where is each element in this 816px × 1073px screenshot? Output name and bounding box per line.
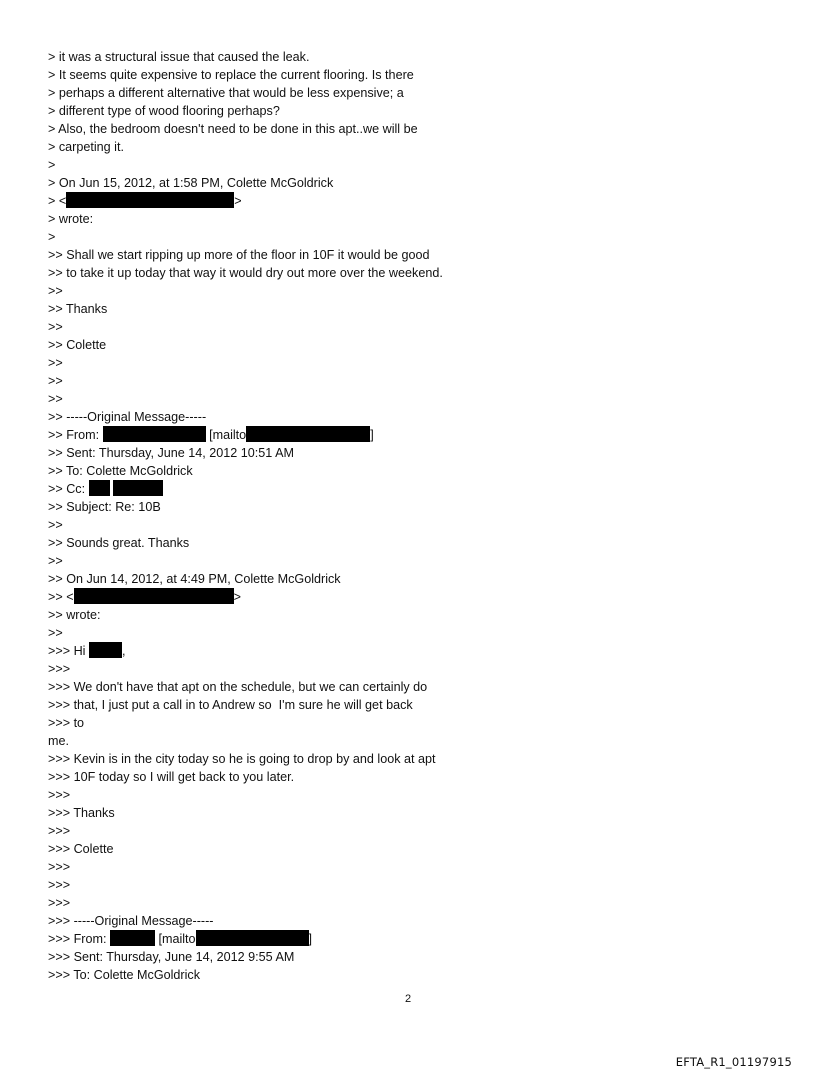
line-text: >>> From: <box>48 932 110 946</box>
email-line <box>48 750 768 768</box>
line-text: >>> <box>48 860 71 874</box>
email-line <box>48 84 768 102</box>
email-line <box>48 912 768 930</box>
email-line <box>48 210 768 228</box>
line-text: >>> Kevin is in the city today so he is going to drop by and look at apt <box>48 752 436 766</box>
line-text: >> -----Original Message----- <box>48 410 207 424</box>
line-text: >>> to <box>48 716 85 730</box>
line-text: >> To: Colette McGoldrick <box>48 464 193 478</box>
line-text: > Also, the bedroom doesn't need to be done in this apt..we will be <box>48 122 418 136</box>
line-text: >> <box>48 518 63 532</box>
line-text: >> Shall we start ripping up more of the floor in 10F it would be good <box>48 248 430 262</box>
email-line <box>48 786 768 804</box>
line-text: > <box>48 230 56 244</box>
email-line <box>48 354 768 372</box>
redaction-block <box>110 930 155 946</box>
line-text: >>> <box>48 662 71 676</box>
line-text: >>> To: Colette McGoldrick <box>48 968 201 982</box>
email-line <box>48 390 768 408</box>
email-line <box>48 804 768 822</box>
line-text: > wrote: <box>48 212 94 226</box>
line-text: >> Sent: Thursday, June 14, 2012 10:51 AM <box>48 446 294 460</box>
line-text: > < <box>48 194 67 208</box>
line-text: >>> Hi <box>48 644 89 658</box>
line-text: >> <box>48 320 63 334</box>
line-text-after-redaction: ] <box>370 428 374 442</box>
email-line <box>48 480 768 498</box>
email-line <box>48 930 768 948</box>
line-text: >> Colette <box>48 338 107 352</box>
line-text: >> <box>48 374 63 388</box>
line-text: >>> <box>48 824 71 838</box>
email-line <box>48 534 768 552</box>
email-line <box>48 696 768 714</box>
email-line <box>48 48 768 66</box>
line-text-after-redaction: ] <box>308 932 313 946</box>
email-line <box>48 894 768 912</box>
line-text: >>> We don't have that apt on the schedule, but we can certainly do <box>48 680 428 694</box>
email-line <box>48 462 768 480</box>
line-text: > carpeting it. <box>48 140 124 154</box>
line-text: >>> Thanks <box>48 806 115 820</box>
redaction-block <box>74 588 234 604</box>
email-line <box>48 768 768 786</box>
email-line <box>48 678 768 696</box>
redaction-block <box>89 642 122 658</box>
email-line <box>48 192 768 210</box>
line-text: >> Subject: Re: 10B <box>48 500 161 514</box>
line-text: >> On Jun 14, 2012, at 4:49 PM, Colette McGoldrick <box>48 572 341 586</box>
email-line <box>48 246 768 264</box>
email-line <box>48 840 768 858</box>
redaction-block <box>246 426 370 442</box>
line-text: > different type of wood flooring perhaps? <box>48 104 280 118</box>
line-text: >> <box>48 284 63 298</box>
line-text: >>> that, I just put a call in to Andrew so I'm sure he will get back <box>48 698 413 712</box>
email-line <box>48 714 768 732</box>
line-text: >>> <box>48 788 71 802</box>
line-text: >> From: <box>48 428 103 442</box>
email-line <box>48 552 768 570</box>
email-line <box>48 300 768 318</box>
email-line <box>48 318 768 336</box>
email-line <box>48 948 768 966</box>
email-line <box>48 174 768 192</box>
redaction-block <box>196 930 309 946</box>
email-line <box>48 138 768 156</box>
line-text: >> wrote: <box>48 608 101 622</box>
line-text: >>> 10F today so I will get back to you later. <box>48 770 295 784</box>
email-quoted-thread <box>48 48 768 984</box>
redaction-block <box>66 192 234 208</box>
line-text: >> <box>48 554 63 568</box>
email-line <box>48 822 768 840</box>
line-text: >> Sounds great. Thanks <box>48 536 190 550</box>
email-line <box>48 282 768 300</box>
email-line <box>48 606 768 624</box>
line-text: >> Thanks <box>48 302 108 316</box>
line-text: me. <box>48 734 69 748</box>
line-text: > <box>48 158 56 172</box>
email-line <box>48 498 768 516</box>
line-text: >> < <box>48 590 74 604</box>
email-line <box>48 372 768 390</box>
email-line <box>48 444 768 462</box>
page-number: 2 <box>404 993 412 1005</box>
email-line <box>48 660 768 678</box>
line-text-after-redaction: [mailto <box>154 932 196 946</box>
email-line <box>48 624 768 642</box>
email-line <box>48 426 768 444</box>
line-text-after-redaction: > <box>233 590 241 604</box>
email-line <box>48 876 768 894</box>
line-text: >> Cc: <box>48 482 89 496</box>
line-text: >> <box>48 356 63 370</box>
email-line <box>48 588 768 606</box>
line-text: >> <box>48 626 63 640</box>
email-line <box>48 642 768 660</box>
line-text: > it was a structural issue that caused the leak. <box>48 50 310 64</box>
email-line <box>48 264 768 282</box>
line-text: >>> <box>48 878 71 892</box>
email-line <box>48 732 768 750</box>
line-text-after-redaction: [mailto <box>205 428 247 442</box>
redaction-block <box>89 480 110 496</box>
line-text: >>> -----Original Message----- <box>48 914 214 928</box>
email-line <box>48 156 768 174</box>
line-text: >> <box>48 392 63 406</box>
line-text: > On Jun 15, 2012, at 1:58 PM, Colette McGoldrick <box>48 176 334 190</box>
redaction-block <box>103 426 206 442</box>
line-text-after-redaction: , <box>121 644 126 658</box>
email-line <box>48 66 768 84</box>
email-line <box>48 858 768 876</box>
email-line <box>48 516 768 534</box>
email-line <box>48 228 768 246</box>
email-line <box>48 102 768 120</box>
redaction-block <box>113 480 163 496</box>
email-line <box>48 408 768 426</box>
line-text: >>> <box>48 896 71 910</box>
email-line <box>48 966 768 984</box>
line-text: > It seems quite expensive to replace the current flooring. Is there <box>48 68 414 82</box>
line-text-after-redaction: > <box>234 194 242 208</box>
line-text: > perhaps a different alternative that would be less expensive; a <box>48 86 404 100</box>
email-line <box>48 570 768 588</box>
email-line <box>48 120 768 138</box>
line-text: >>> Sent: Thursday, June 14, 2012 9:55 AM <box>48 950 295 964</box>
bates-number: EFTA_R1_01197915 <box>675 1055 792 1069</box>
line-text: >> to take it up today that way it would dry out more over the weekend. <box>48 266 443 280</box>
email-line <box>48 336 768 354</box>
line-text: >>> Colette <box>48 842 114 856</box>
